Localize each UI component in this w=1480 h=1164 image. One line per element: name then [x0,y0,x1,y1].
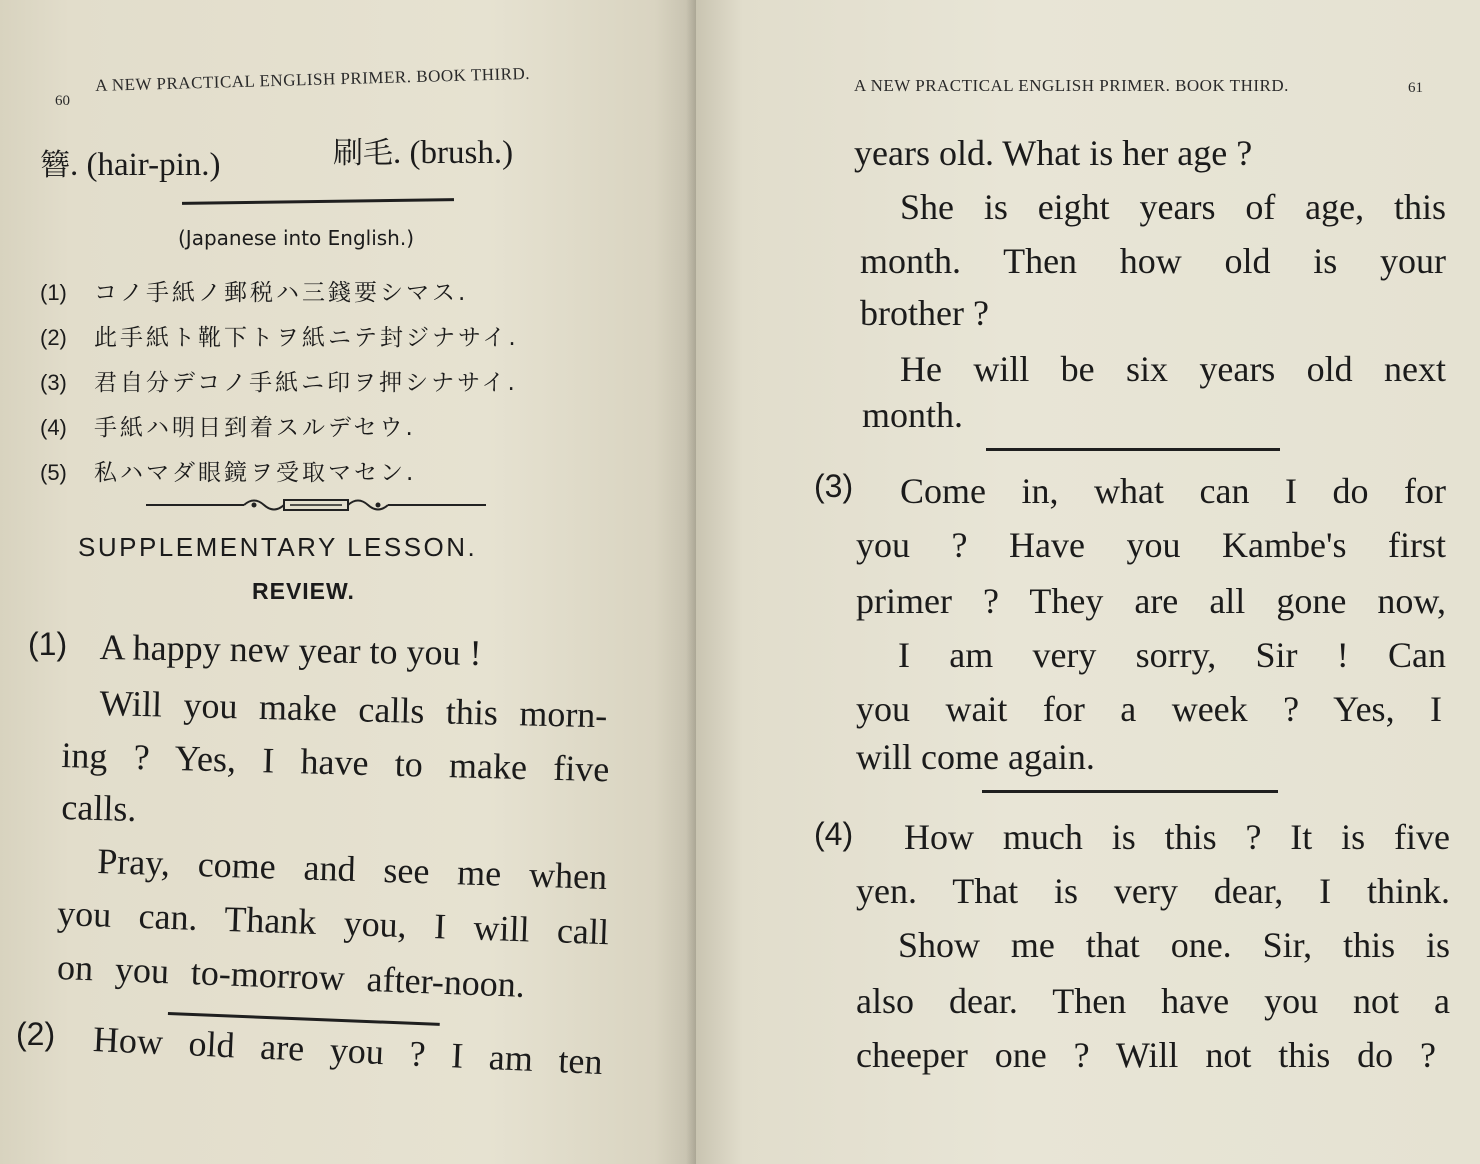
exercise-item [40,409,519,454]
vocab-kanji: 簪 [40,148,70,183]
lesson-number: (4) [814,816,854,852]
text-line: you wait for a week ? Yes, I [856,689,1442,729]
text-line: Will you make calls this morn- [98,682,608,736]
running-head: A NEW PRACTICAL ENGLISH PRIMER. BOOK THIRD. [95,63,531,95]
exercise-heading: (Japanese into English.) [178,226,415,250]
section-rule [982,790,1278,793]
text-line: you ? Have you Kambe's first [856,525,1446,565]
section-rule [986,448,1280,451]
left-page [0,0,696,1164]
vocab-kanji: 刷毛 [333,136,393,171]
text-line: I am very sorry, Sir ! Can [898,635,1446,675]
ornamental-divider [146,492,486,518]
supplementary-title: SUPPLEMENTARY LESSON. [78,532,478,562]
text-line: How much is this ? It is five [904,817,1450,857]
text-line: Come in, what can I do for [900,471,1446,511]
text-line: She is eight years of age, this [900,187,1446,227]
lesson-number: (1) [28,626,68,662]
text-line: calls. [60,786,137,829]
page-number: 60 [55,93,70,109]
text-line: brother ? [860,293,989,333]
page-number: 61 [1408,80,1423,96]
exercise-item [40,319,519,364]
vocab-gloss: . (brush.) [393,135,514,171]
exercise-text: コノ手紙ノ郵税ハ三錢要シマス. [93,280,469,306]
lesson-number: (2) [16,1016,56,1052]
text-line: How old are you ? I am ten [92,1018,604,1083]
text-line: Pray, come and see me when [96,840,608,897]
exercise-number: (3) [40,370,67,395]
text-line: cheeper one ? Will not this do ? [856,1035,1436,1075]
text-line: also dear. Then have you not a [856,981,1450,1021]
vocab-item-hairpin [40,140,221,184]
exercise-item [40,364,519,409]
exercise-item [40,274,519,319]
text-line: on you to-morrow after-noon. [56,946,526,1005]
exercise-text: 此手紙ト靴下トヲ紙ニテ封ジナサイ. [93,325,519,351]
lesson-number: (3) [814,468,854,504]
exercise-number: (1) [40,280,67,305]
exercise-list [40,274,519,499]
text-line: month. Then how old is your [860,241,1446,281]
exercise-text: 私ハマダ眼鏡ヲ受取マセン. [93,460,417,486]
review-title: REVIEW. [252,578,355,604]
text-line: ing ? Yes, I have to make five [60,734,610,790]
exercise-number: (2) [40,325,67,350]
text-line: years old. What is her age ? [854,133,1253,173]
text-line: yen. That is very dear, I think. [856,871,1450,911]
vocab-item-brush [333,128,513,172]
exercise-text: 手紙ハ明日到着スルデセウ. [93,415,416,441]
text-line: month. [862,395,964,435]
running-head: A NEW PRACTICAL ENGLISH PRIMER. BOOK THIRD. [854,76,1289,95]
exercise-number: (5) [40,460,67,485]
text-line: A happy new year to you ! [99,626,482,673]
text-line: will come again. [856,737,1095,777]
vocab-gloss: . (hair-pin.) [70,147,221,183]
exercise-number: (4) [40,415,67,440]
text-line: He will be six years old next [900,349,1446,389]
text-line: primer ? They are all gone now, [856,581,1446,621]
text-line: Show me that one. Sir, this is [898,925,1450,965]
exercise-text: 君自分デコノ手紙ニ印ヲ押シナサイ. [93,370,518,396]
text-line: you can. Thank you, I will call [56,892,610,953]
section-rule [182,198,454,205]
right-page [696,0,1480,1164]
